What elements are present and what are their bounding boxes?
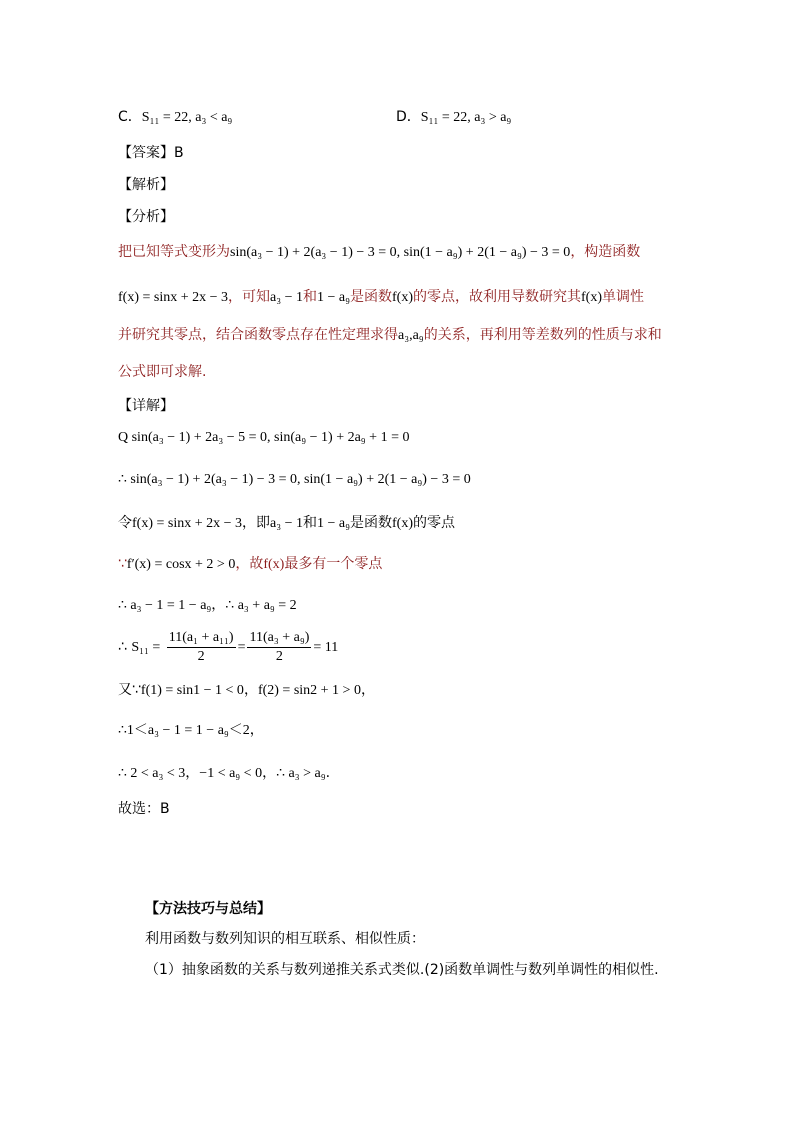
fraction xyxy=(247,629,311,666)
jiexi-heading: 【解析】 xyxy=(118,177,174,193)
analysis-math: 1 − a₉ xyxy=(317,290,351,305)
step-text: ， xyxy=(243,682,258,698)
analysis-text: 的关系，再利用等差数列的性质与求和 xyxy=(423,327,662,343)
fraction-numerator: 11(a₁ + a₁₁) xyxy=(167,629,236,648)
analysis-text: 把已知等式变形为 xyxy=(118,244,230,260)
detail-step-4 xyxy=(118,554,382,575)
step-math: = 11 xyxy=(313,640,339,655)
step-text: . xyxy=(325,765,331,781)
detail-step-5 xyxy=(118,595,297,616)
detail-step-7 xyxy=(118,680,375,701)
step-math: f(1) = sin1 − 1 < 0 xyxy=(140,683,244,698)
step-text: ∴ xyxy=(118,639,127,655)
detail-step-2: ∴ sin(a₃ − 1) + 2(a₃ − 1) − 3 = 0, sin(1 − a₉) + 2(1 − a₉) − 3 = 0 xyxy=(118,472,471,487)
step-text: ， xyxy=(211,597,226,613)
option-d-math: S₁₁ = 22, a₃ > a₉ xyxy=(420,110,512,125)
step-text: 令 xyxy=(118,515,132,531)
detail-step-9 xyxy=(118,763,330,784)
analysis-math: f(x) xyxy=(392,290,414,305)
analysis-text: ，可知 xyxy=(228,289,271,305)
step-text: ， xyxy=(185,765,200,781)
analysis-line-3 xyxy=(118,325,662,346)
step-math: a₃ − 1 xyxy=(270,516,304,531)
fraction-numerator: 11(a₃ + a₉) xyxy=(247,629,311,648)
analysis-text: 单调性 xyxy=(602,289,645,305)
answer-label: 【答案】 xyxy=(118,145,174,161)
analysis-text: 的零点，故利用导数研究其 xyxy=(413,289,582,305)
summary-line-2: （1）抽象函数的关系与数列递推关系式类似.(2)函数单调性与数列单调性的相似性. xyxy=(145,962,659,978)
step-text: ，即 xyxy=(242,515,271,531)
analysis-line-4: 公式即可求解. xyxy=(118,364,207,380)
step-math: f(x) xyxy=(392,516,414,531)
option-d-label: D． xyxy=(396,109,421,125)
analysis-line-2 xyxy=(118,287,644,308)
step-text: ∵ xyxy=(118,556,127,572)
analysis-text: 并研究其零点，结合函数零点存在性定理求得 xyxy=(118,327,398,343)
detail-step-3 xyxy=(118,513,455,534)
step-text: 的零点 xyxy=(413,515,456,531)
step-math: −1 < a₉ < 0 xyxy=(199,766,263,781)
analysis-text: 是函数 xyxy=(350,289,393,305)
detail-step-8: ∴1＜a₃ − 1 = 1 − a₉＜2， xyxy=(118,723,264,738)
step-text: 最多有一个零点 xyxy=(284,556,383,572)
fraction-denominator: 2 xyxy=(275,648,283,664)
step-text: ， xyxy=(262,765,277,781)
step-math: ∴ 2 < a₃ < 3 xyxy=(118,766,186,781)
option-d xyxy=(396,107,511,128)
detail-step-6 xyxy=(118,628,338,667)
summary-line-1: 利用函数与数列知识的相互联系、相似性质： xyxy=(145,931,425,947)
step-text: 和 xyxy=(303,515,318,531)
step-math: = xyxy=(237,640,246,655)
step-math: 1 − a₉ xyxy=(317,516,351,531)
analysis-math: a₃,a₉ xyxy=(398,328,424,343)
analysis-math: sin(a₃ − 1) + 2(a₃ − 1) − 3 = 0, sin(1 − a₉) + 2(1 − a₉) − 3 = 0 xyxy=(230,245,571,260)
fenxi-heading: 【分析】 xyxy=(118,209,174,225)
answer-value: B xyxy=(174,145,184,161)
step-text: 又∵ xyxy=(118,682,141,698)
fraction xyxy=(167,629,236,666)
step-math: f(2) = sin2 + 1 > 0 xyxy=(257,683,361,698)
answer-line xyxy=(118,143,184,163)
step-math: ∴ a₃ − 1 = 1 − a₉ xyxy=(118,598,212,613)
step-math: f′(x) = cosx + 2 > 0 xyxy=(126,557,236,572)
step-math: S₁₁ = xyxy=(131,640,161,655)
final-answer: 故选：B xyxy=(118,801,170,817)
step-math: f(x) xyxy=(263,557,285,572)
step-math: f(x) = sinx + 2x − 3 xyxy=(132,516,243,531)
step-text: 是函数 xyxy=(350,515,393,531)
analysis-text: 和 xyxy=(303,289,318,305)
detail-step-1: Q sin(a₃ − 1) + 2a₃ − 5 = 0, sin(a₉ − 1) + 2a₉ + 1 = 0 xyxy=(118,430,410,445)
step-text: ， xyxy=(360,682,375,698)
summary-title: 【方法技巧与总结】 xyxy=(145,901,271,917)
step-text: ，故 xyxy=(235,556,264,572)
analysis-math: a₃ − 1 xyxy=(270,290,304,305)
analysis-math: f(x) xyxy=(581,290,603,305)
detail-heading: 【详解】 xyxy=(118,398,174,414)
option-c xyxy=(118,107,232,128)
fraction-denominator: 2 xyxy=(197,648,205,664)
option-c-math: S₁₁ = 22, a₃ < a₉ xyxy=(141,110,233,125)
analysis-line-1 xyxy=(118,242,640,263)
analysis-math: f(x) = sinx + 2x − 3 xyxy=(118,290,229,305)
step-math: ∴ a₃ + a₉ = 2 xyxy=(225,598,297,613)
option-c-label: C． xyxy=(118,109,142,125)
step-math: ∴ a₃ > a₉ xyxy=(276,766,326,781)
analysis-text: ，构造函数 xyxy=(570,244,641,260)
